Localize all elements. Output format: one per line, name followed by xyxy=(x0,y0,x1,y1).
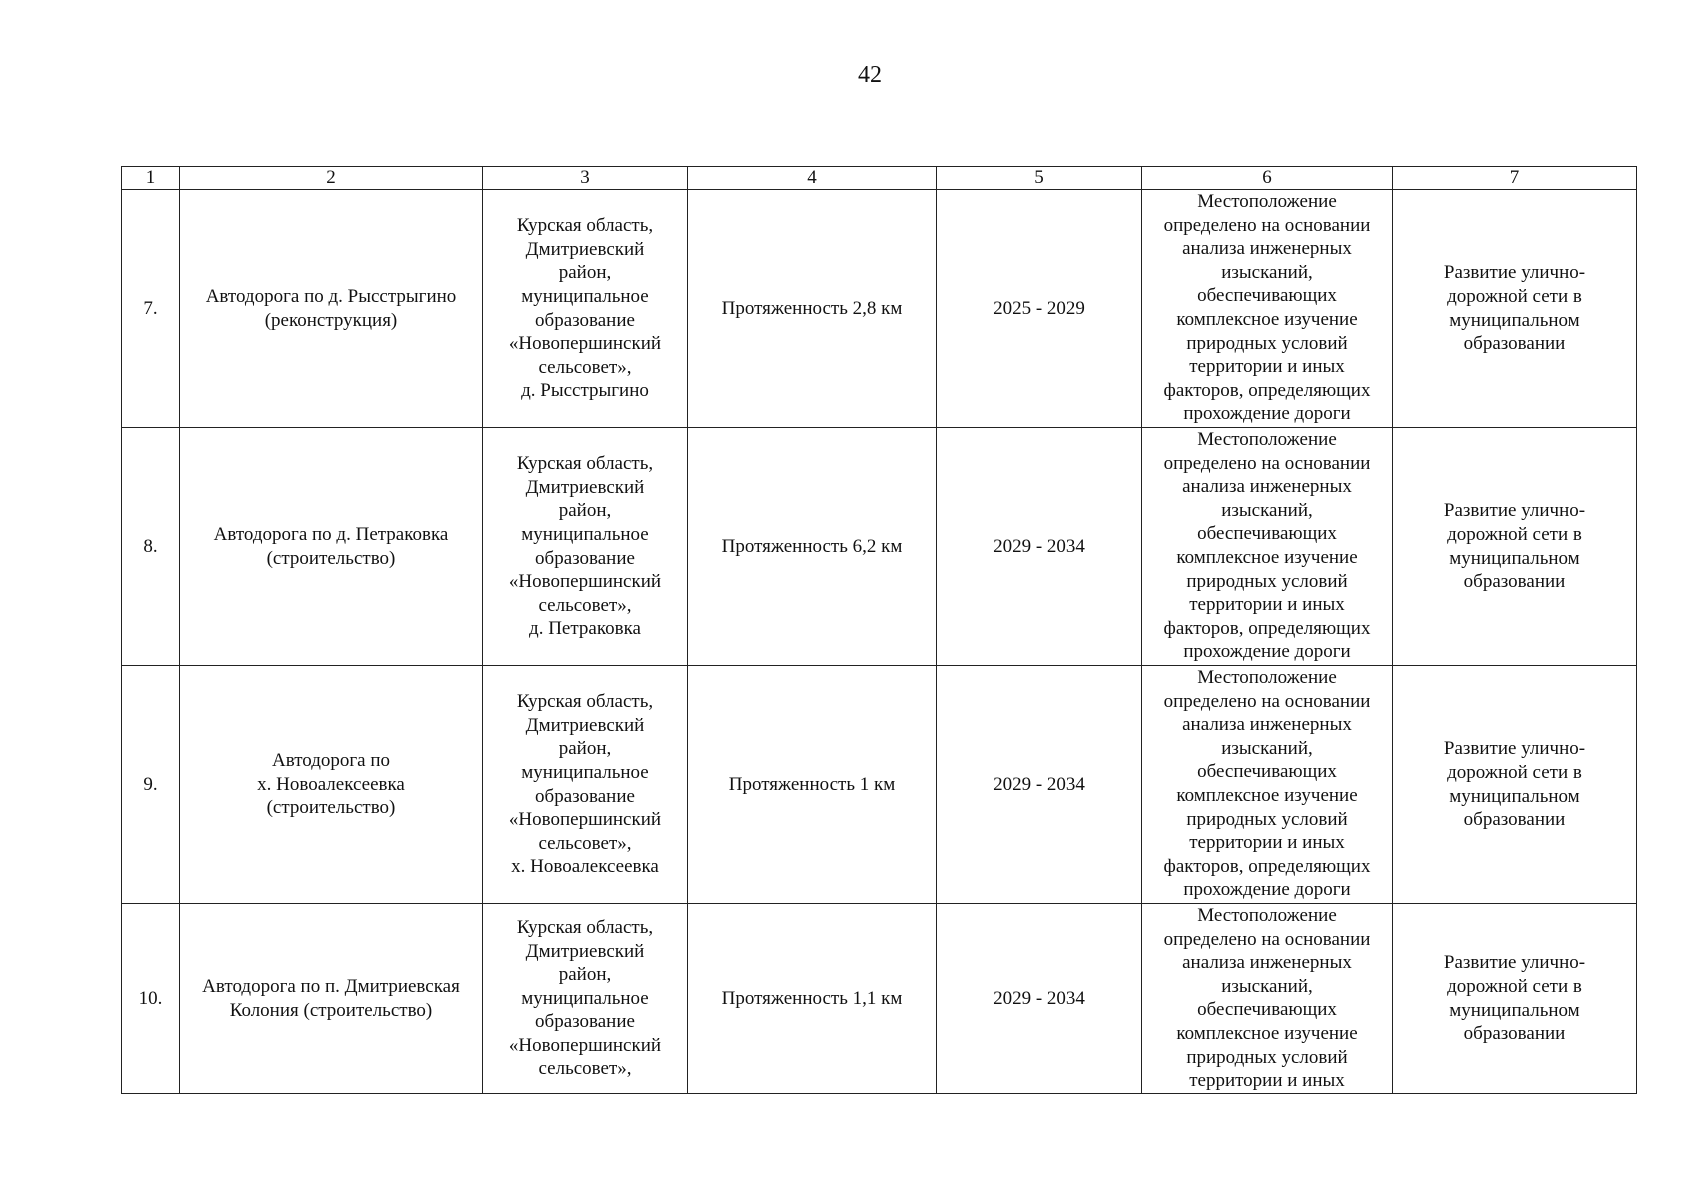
location-cell-line: Дмитриевский xyxy=(525,714,645,736)
purpose-cell-line: муниципальном xyxy=(1449,547,1580,569)
basis-cell-line: Местоположение xyxy=(1197,191,1337,212)
basis-cell-line: территории и иных xyxy=(1189,356,1345,378)
location-cell-line: сельсовет», xyxy=(538,832,632,854)
location-cell-line: муниципальное xyxy=(521,523,649,545)
object-name-cell xyxy=(180,904,483,1094)
basis-cell-line: природных условий xyxy=(1186,1046,1348,1068)
table-row xyxy=(122,904,1637,1094)
basis-cell-line: комплексное изучение xyxy=(1176,546,1358,568)
object-name-cell xyxy=(180,428,483,666)
purpose-cell xyxy=(1393,190,1637,428)
location-cell-line: сельсовет», xyxy=(538,594,632,616)
basis-cell xyxy=(1142,190,1393,428)
column-number-row xyxy=(122,167,1637,190)
location-cell xyxy=(483,428,688,666)
basis-cell-line: комплексное изучение xyxy=(1176,1022,1358,1044)
road-objects-table xyxy=(121,166,1637,1094)
object-name-cell-line: (строительство) xyxy=(266,797,396,819)
location-cell xyxy=(483,190,688,428)
location-cell-line: образование xyxy=(535,1011,635,1033)
column-number: 6 xyxy=(1142,167,1393,190)
location-cell-line: образование xyxy=(535,547,635,569)
basis-cell-line: изысканий, xyxy=(1221,737,1313,759)
location-cell-line: «Новопершинский xyxy=(508,809,662,831)
purpose-cell-line: образовании xyxy=(1463,333,1566,355)
column-number: 2 xyxy=(180,167,483,190)
location-cell-line: Дмитриевский xyxy=(525,238,645,260)
location-cell-line: Курская область, xyxy=(516,215,654,237)
row-number-cell: 9. xyxy=(122,666,180,904)
basis-cell-line: природных условий xyxy=(1186,332,1348,354)
basis-cell xyxy=(1142,428,1393,666)
basis-cell-line: Местоположение xyxy=(1197,667,1337,688)
object-name-cell-line: (строительство) xyxy=(266,547,396,569)
period-cell: 2029 - 2034 xyxy=(937,666,1142,904)
column-number: 5 xyxy=(937,167,1142,190)
basis-cell-line: обеспечивающих xyxy=(1197,999,1337,1021)
purpose-cell-line: дорожной сети в xyxy=(1447,761,1582,783)
basis-cell-line: территории и иных xyxy=(1189,1070,1345,1092)
purpose-cell-line: Развитие улично- xyxy=(1443,952,1586,974)
location-cell xyxy=(483,904,688,1094)
location-cell-line: образование xyxy=(535,785,635,807)
capacity-cell: Протяженность 6,2 км xyxy=(688,428,937,666)
object-name-cell-line: (реконструкция) xyxy=(264,309,398,331)
location-cell-line: район, xyxy=(558,500,612,522)
table-row xyxy=(122,190,1637,428)
purpose-cell-line: образовании xyxy=(1463,1023,1566,1045)
row-number-cell: 10. xyxy=(122,904,180,1094)
location-cell-line: «Новопершинский xyxy=(508,571,662,593)
basis-cell-line: Местоположение xyxy=(1197,905,1337,926)
basis-cell-line: анализа инженерных xyxy=(1182,476,1352,498)
basis-cell-line: территории и иных xyxy=(1189,594,1345,616)
purpose-cell-line: образовании xyxy=(1463,809,1566,831)
location-cell-line: Дмитриевский xyxy=(525,940,645,962)
location-cell-line: образование xyxy=(535,309,635,331)
object-name-cell xyxy=(180,666,483,904)
location-cell-line: муниципальное xyxy=(521,285,649,307)
basis-cell-line: изысканий, xyxy=(1221,975,1313,997)
location-cell-line: Курская область, xyxy=(516,453,654,475)
basis-cell-line: определено на основании xyxy=(1163,690,1371,712)
period-cell: 2025 - 2029 xyxy=(937,190,1142,428)
basis-cell-line: изысканий, xyxy=(1221,261,1313,283)
location-cell-line: «Новопершинский xyxy=(508,333,662,355)
basis-cell-line: определено на основании xyxy=(1163,928,1371,950)
column-number: 3 xyxy=(483,167,688,190)
purpose-cell-line: дорожной сети в xyxy=(1447,975,1582,997)
basis-cell-line: анализа инженерных xyxy=(1182,714,1352,736)
basis-cell-line: прохождение дороги xyxy=(1183,641,1351,663)
location-cell xyxy=(483,666,688,904)
object-name-cell-line: Автодорога по д. Петраковка xyxy=(213,523,449,545)
location-cell-line: Дмитриевский xyxy=(525,476,645,498)
column-number: 7 xyxy=(1393,167,1637,190)
row-number-cell: 8. xyxy=(122,428,180,666)
object-name-cell-line: Автодорога по п. Дмитриевская xyxy=(202,975,460,997)
table-row xyxy=(122,666,1637,904)
purpose-cell-line: дорожной сети в xyxy=(1447,523,1582,545)
period-cell: 2029 - 2034 xyxy=(937,428,1142,666)
location-cell-line: д. Рысстрыгино xyxy=(521,380,649,402)
basis-cell-line: прохождение дороги xyxy=(1183,403,1351,425)
purpose-cell xyxy=(1393,904,1637,1094)
purpose-cell-line: Развитие улично- xyxy=(1443,500,1586,522)
column-number: 1 xyxy=(122,167,180,190)
basis-cell xyxy=(1142,666,1393,904)
object-name-cell-line: Автодорога по д. Рысстрыгино xyxy=(205,285,457,307)
row-number-cell: 7. xyxy=(122,190,180,428)
basis-cell-line: природных условий xyxy=(1186,570,1348,592)
purpose-cell-line: муниципальном xyxy=(1449,309,1580,331)
location-cell-line: район, xyxy=(558,964,612,986)
basis-cell-line: факторов, определяющих xyxy=(1163,617,1371,639)
basis-cell-line: обеспечивающих xyxy=(1197,285,1337,307)
basis-cell-line: природных условий xyxy=(1186,808,1348,830)
capacity-cell: Протяженность 2,8 км xyxy=(688,190,937,428)
location-cell-line: сельсовет», xyxy=(538,356,632,378)
location-cell-line: д. Петраковка xyxy=(529,618,641,640)
basis-cell-line: прохождение дороги xyxy=(1183,879,1351,901)
location-cell-line: сельсовет», xyxy=(538,1058,632,1080)
basis-cell-line: обеспечивающих xyxy=(1197,761,1337,783)
purpose-cell-line: образовании xyxy=(1463,571,1566,593)
basis-cell-line: определено на основании xyxy=(1163,452,1371,474)
basis-cell-line: территории и иных xyxy=(1189,832,1345,854)
object-name-cell-line: Автодорога по xyxy=(271,750,391,772)
location-cell-line: муниципальное xyxy=(521,987,649,1009)
basis-cell-line: факторов, определяющих xyxy=(1163,379,1371,401)
purpose-cell-line: дорожной сети в xyxy=(1447,285,1582,307)
column-number: 4 xyxy=(688,167,937,190)
location-cell-line: Курская область, xyxy=(516,691,654,713)
location-cell-line: Курская область, xyxy=(516,916,654,938)
location-cell-line: район, xyxy=(558,738,612,760)
basis-cell-line: Местоположение xyxy=(1197,429,1337,450)
basis-cell-line: определено на основании xyxy=(1163,214,1371,236)
purpose-cell xyxy=(1393,428,1637,666)
purpose-cell-line: муниципальном xyxy=(1449,999,1580,1021)
basis-cell-line: обеспечивающих xyxy=(1197,523,1337,545)
basis-cell-line: комплексное изучение xyxy=(1176,784,1358,806)
purpose-cell-line: Развитие улично- xyxy=(1443,738,1586,760)
object-name-cell-line: х. Новоалексеевка xyxy=(257,773,405,795)
purpose-cell-line: муниципальном xyxy=(1449,785,1580,807)
object-name-cell-line: Колония (строительство) xyxy=(229,999,433,1021)
basis-cell xyxy=(1142,904,1393,1094)
purpose-cell-line: Развитие улично- xyxy=(1443,262,1586,284)
object-name-cell xyxy=(180,190,483,428)
location-cell-line: х. Новоалексеевка xyxy=(511,856,659,878)
period-cell: 2029 - 2034 xyxy=(937,904,1142,1094)
location-cell-line: «Новопершинский xyxy=(508,1034,662,1056)
basis-cell-line: комплексное изучение xyxy=(1176,308,1358,330)
capacity-cell: Протяженность 1 км xyxy=(688,666,937,904)
basis-cell-line: анализа инженерных xyxy=(1182,952,1352,974)
basis-cell-line: анализа инженерных xyxy=(1182,238,1352,260)
page-number: 42 xyxy=(858,62,882,88)
basis-cell-line: изысканий, xyxy=(1221,499,1313,521)
table-row xyxy=(122,428,1637,666)
capacity-cell: Протяженность 1,1 км xyxy=(688,904,937,1094)
purpose-cell xyxy=(1393,666,1637,904)
location-cell-line: район, xyxy=(558,262,612,284)
location-cell-line: муниципальное xyxy=(521,761,649,783)
basis-cell-line: факторов, определяющих xyxy=(1163,855,1371,877)
